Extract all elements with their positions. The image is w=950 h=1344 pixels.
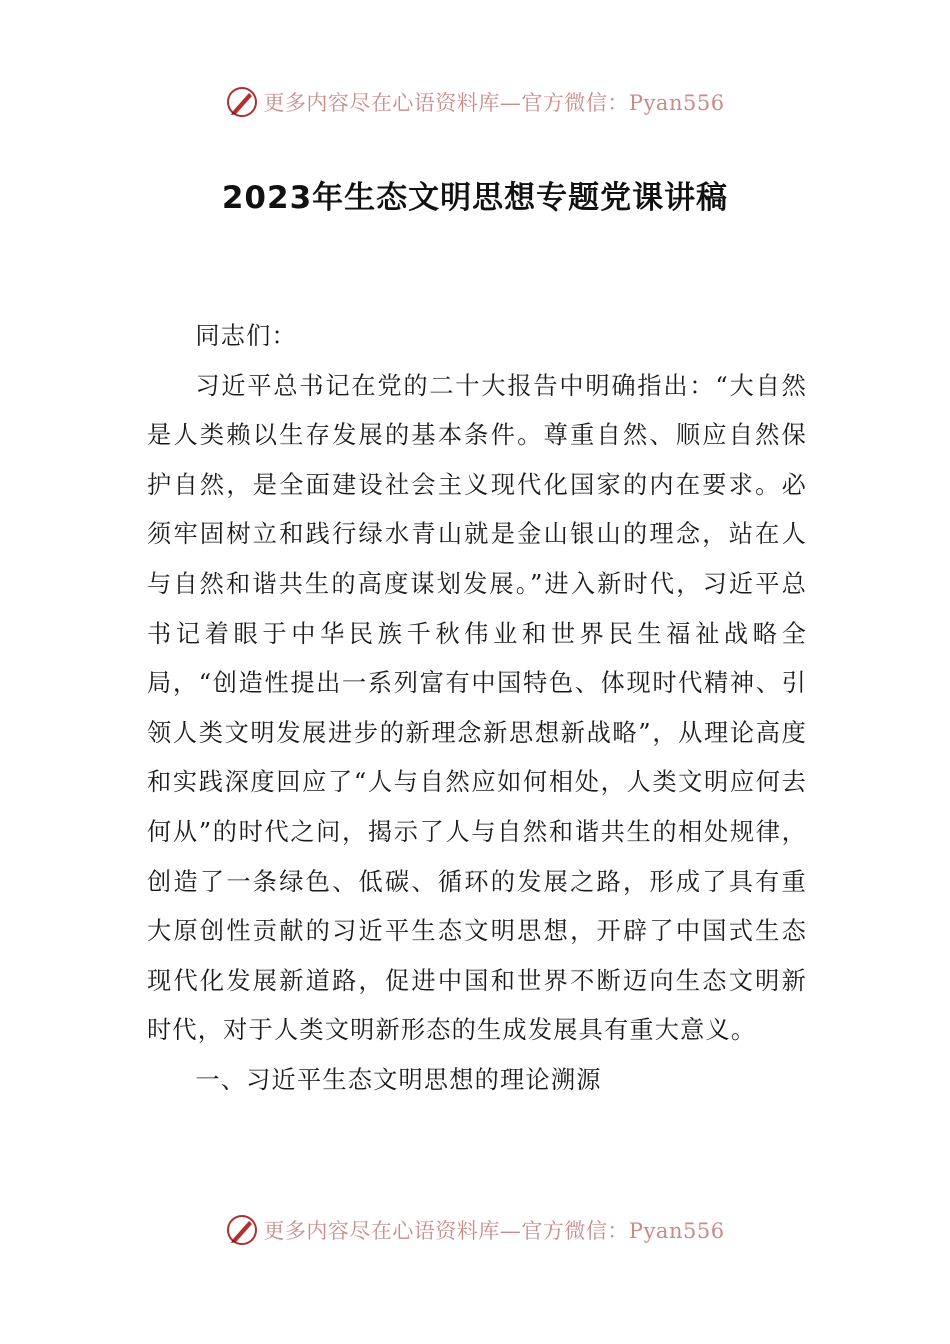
watermark-text: 更多内容尽在心语资料库—官方微信：Pyan556 — [263, 1219, 725, 1243]
salutation: 同志们： — [195, 322, 297, 350]
watermark-text: 更多内容尽在心语资料库—官方微信：Pyan556 — [263, 91, 725, 115]
footer-watermark — [0, 1210, 950, 1250]
page-title: 2023年生态文明思想专题党课讲稿 — [221, 180, 729, 216]
header-watermark — [0, 82, 950, 122]
paragraph: 习近平总书记在党的二十大报告中明确指出：“大自然是人类赖以生存发展的基本条件。尊重自然、顺应自然保护自然，是全面建设社会主义现代化国家的内在要求。必须牢固树立和践行绿水青山就是金山银山的理念，站在人与自然和谐共生的高度谋划发展。”进入新时代，习近平总书记着眼于中华民族千秋伟业和世界民生福祉战略全局，“创造性提出一系列富有中国特色、体现时代精神、引领人类文明发展进步的新理念新思想新战略”，从理论高度和实践深度回应了“人与自然应如何相处，人类文明应何去何从”的时代之问，揭示了人与自然和谐共生的相处规律，创造了一条绿色、低碳、循环的发展之路，形成了具有重大原创性贡献的习近平生态文明思想，开辟了中国式生态现代化发展新道路，促进中国和世界不断迈向生态文明新时代，对于人类文明新形态的生成发展具有重大意义。 — [147, 371, 807, 1045]
document-body — [147, 312, 807, 1106]
pen-logo-icon — [225, 85, 259, 119]
section-heading: 一、习近平生态文明思想的理论溯源 — [195, 1065, 602, 1094]
pen-logo-icon — [225, 1213, 259, 1247]
